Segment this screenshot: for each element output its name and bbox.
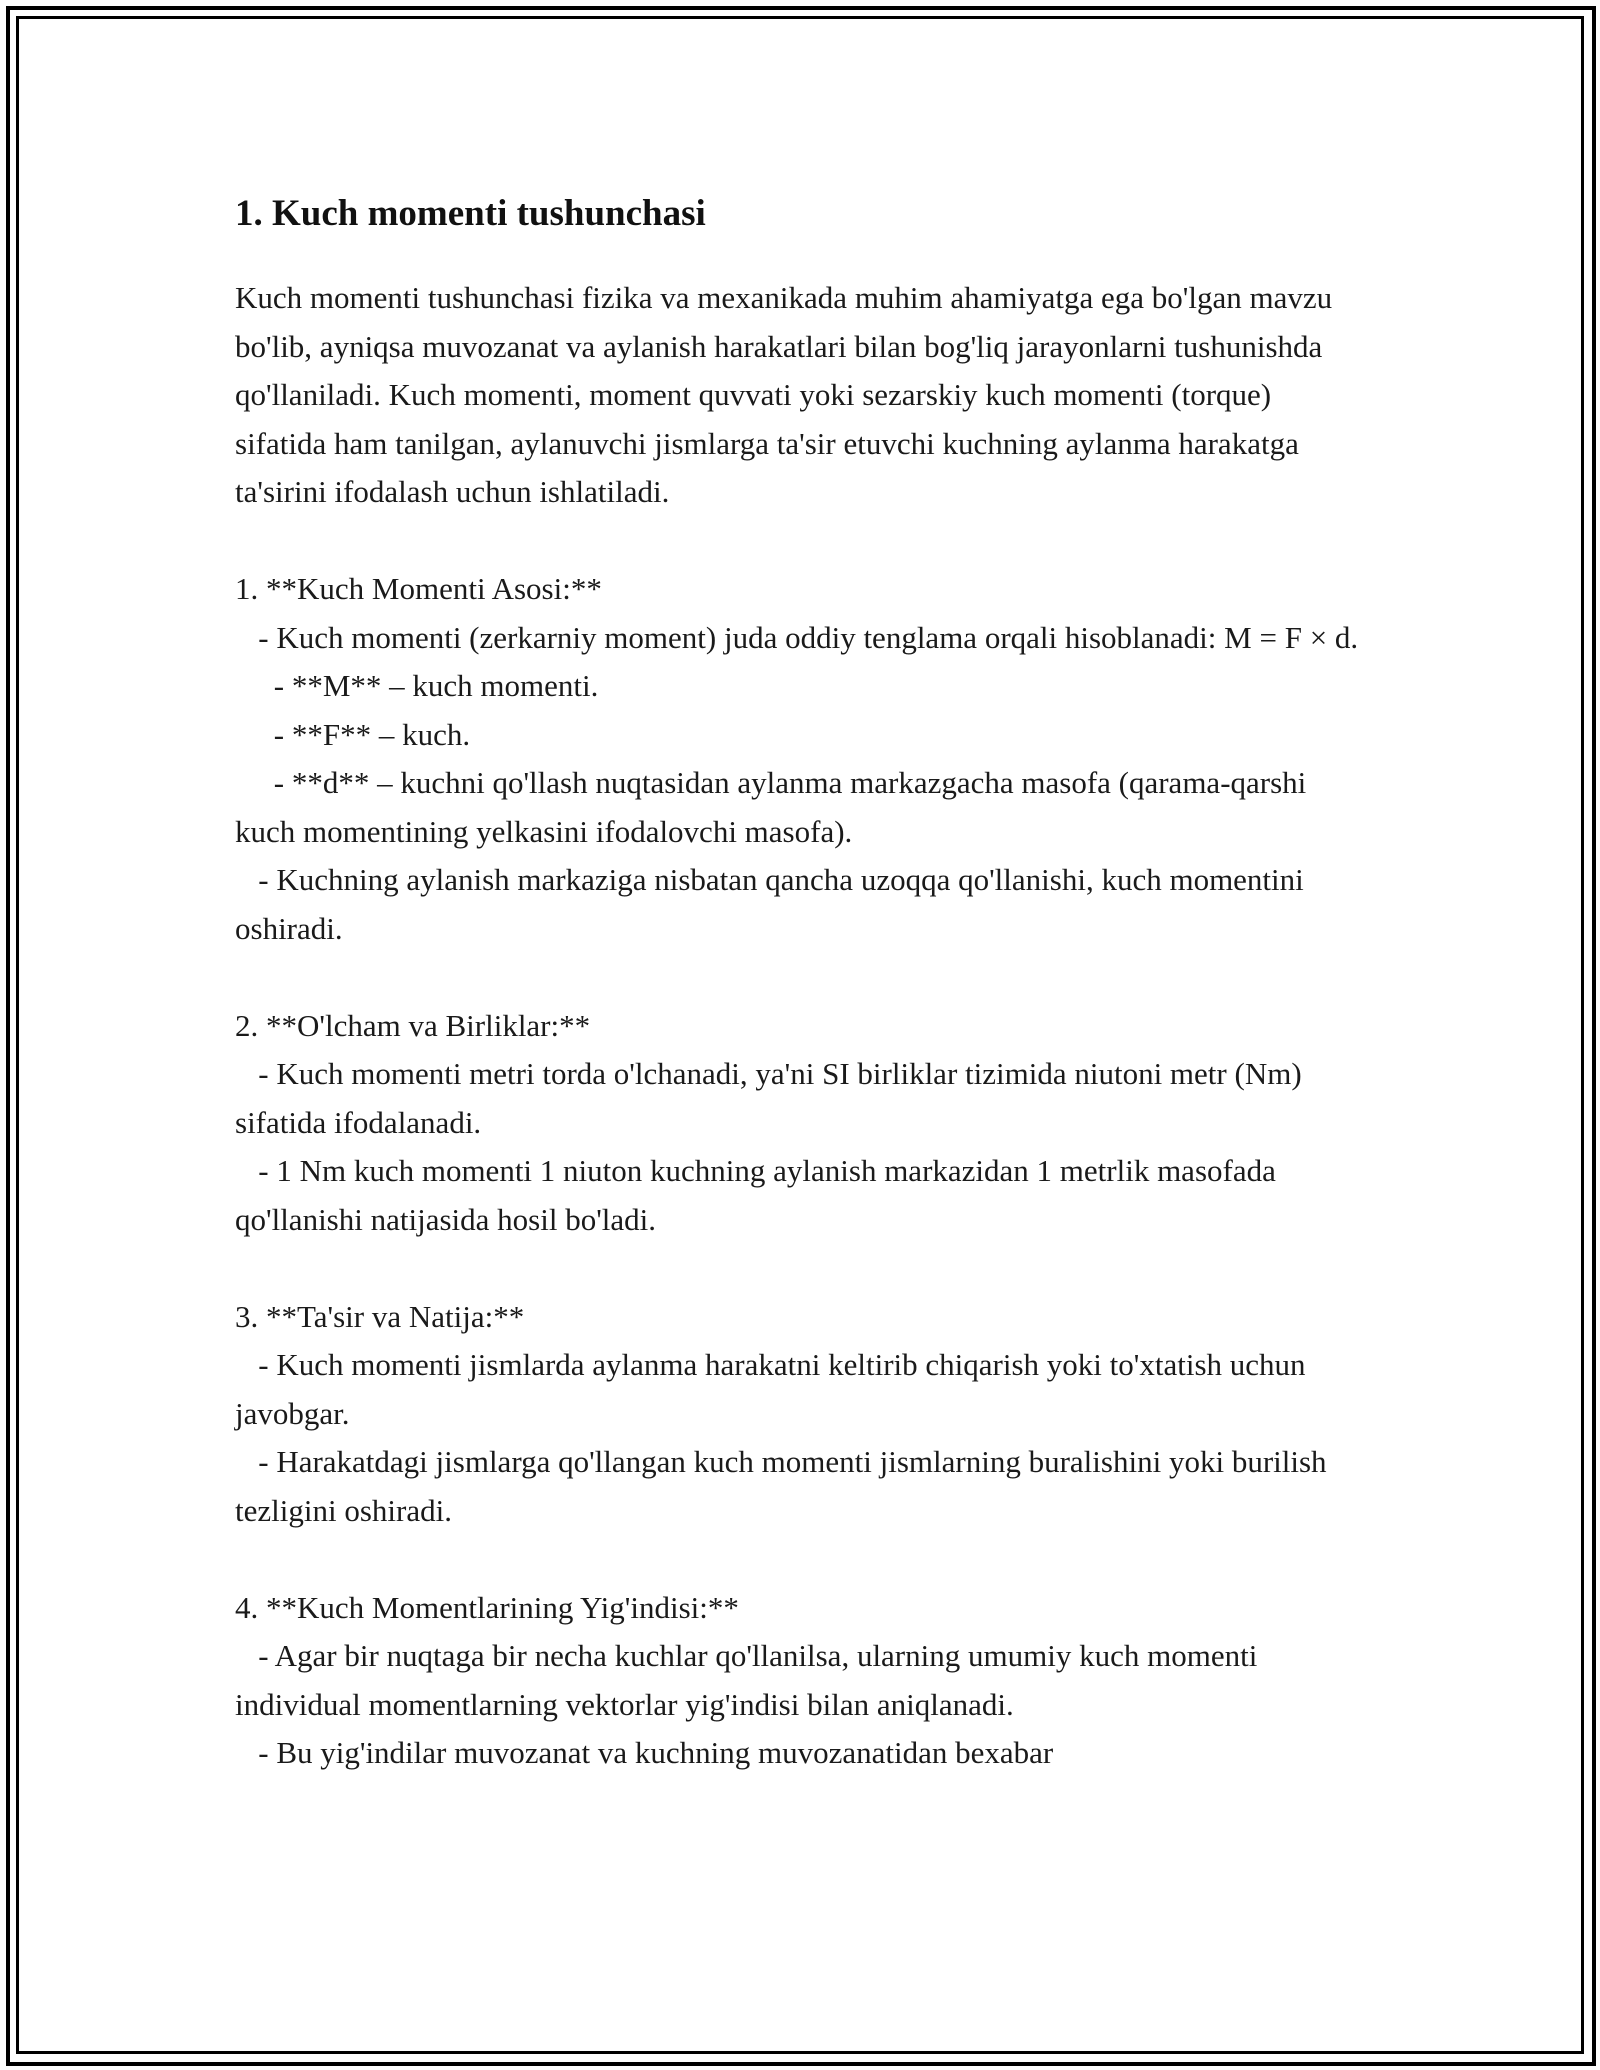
section-line: - Harakatdagi jismlarga qo'llangan kuch momenti jismlarning buralishini yoki burilish tezligini oshiradi.	[235, 1444, 1335, 1528]
section-line: - Bu yig'indilar muvozanat va kuchning muvozanatidan bexabar	[235, 1735, 1054, 1770]
section-4	[235, 1584, 1365, 1778]
section-line: - Agar bir nuqtaga bir necha kuchlar qo'llanilsa, ularning umumiy kuch momenti individual momentlarning vektorlar yig'indisi bilan aniqlanadi.	[235, 1638, 1266, 1722]
document-body	[235, 188, 1365, 1778]
section-line: - **M** – kuch momenti.	[235, 668, 599, 703]
section-line: - 1 Nm kuch momenti 1 niuton kuchning aylanish markazidan 1 metrlik masofada qo'llanishi natijasida hosil bo'ladi.	[235, 1153, 1284, 1237]
section-heading: 3. **Ta'sir va Natija:**	[235, 1298, 525, 1334]
section-line: - **F** – kuch.	[235, 716, 471, 752]
page-title: 1. Kuch momenti tushunchasi	[235, 193, 706, 234]
section-line: - Kuch momenti metri torda o'lchanadi, ya'ni SI birliklar tizimida niutoni metr (Nm) sifatida ifodalanadi.	[235, 1056, 1310, 1140]
section-line: - Kuch momenti jismlarda aylanma harakatni keltirib chiqarish yoki to'xtatish uchun javobgar.	[235, 1347, 1314, 1431]
section-heading: 2. **O'lcham va Birliklar:**	[235, 1007, 591, 1043]
section-line: - Kuchning aylanish markaziga nisbatan qancha uzoqqa qo'llanishi, kuch momentini oshiradi.	[235, 862, 1312, 946]
intro-paragraph: Kuch momenti tushunchasi fizika va mexanikada muhim ahamiyatga ega bo'lgan mavzu bo'lib, ayniqsa muvozanat va aylanish harakatlari bilan bog'liq jarayonlarni tushunishda qo'llaniladi. Kuch momenti, moment quvvati yoki sezarskiy kuch momenti (torque) sifatida ham tanilgan, aylanuvchi jismlarga ta'sir etuvchi kuchning aylanma harakatga ta'sirini ifodalash uchun ishlatiladi.	[235, 280, 1333, 509]
section-1	[235, 565, 1365, 953]
section-heading: 1. **Kuch Momenti Asosi:**	[235, 571, 602, 606]
section-heading: 4. **Kuch Momentlarining Yig'indisi:**	[235, 1589, 739, 1625]
section-2	[235, 1002, 1365, 1245]
section-3	[235, 1293, 1365, 1536]
section-line: - **d** – kuchni qo'llash nuqtasidan aylanma markazgacha masofa (qarama-qarshi kuch momentining yelkasini ifodalovchi masofa).	[235, 765, 1315, 849]
section-line: - Kuch momenti (zerkarniy moment) juda oddiy tenglama orqali hisoblanadi: M = F × d.	[235, 619, 1359, 655]
